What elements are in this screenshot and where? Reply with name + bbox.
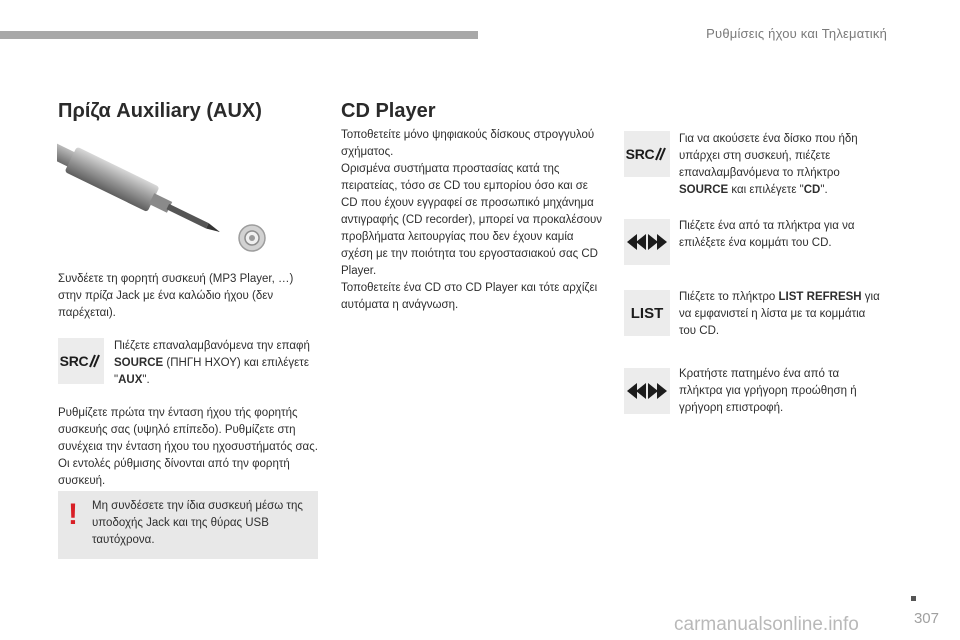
cd-intro: Τοποθετείτε μόνο ψηφιακούς δίσκους στρογγυλού σχήματος. Ορισμένα συστήματα προστασίας κατά της πειρατείας, τόσο σε CD του εμπορίου όσο και σε CD που έχουν εγγραφεί σε προσωπικό μηχάνημα αντιγραφής (CD recorder), μπορεί να προκαλέσουν προβλήματα λειτουργίας που δεν έχουν καμία σχέση με την ποιότητα του εργοστασιακού σας CD Player. Τοποθετείτε ένα CD στο CD Player και τότε αρχίζει αυτόματα η ανάγνωση. [341, 129, 603, 311]
section-title: Ρυθμίσεις ήχου και Τηλεματική [706, 26, 887, 41]
cd-title: CD Player [341, 100, 436, 122]
src-button-icon: SRC [58, 338, 104, 384]
warning-box [58, 491, 318, 559]
cd-step-source: Για να ακούσετε ένα δίσκο που ήδη υπάρχει στη συσκευή, πιέζετε επαναλαμβανόμενα το πλήκτρο SOURCE και επιλέγετε "CD". [679, 133, 858, 196]
source-switch-icon [654, 147, 668, 161]
watermark: carmanualsonline.info [674, 614, 859, 635]
page-marker [911, 596, 916, 601]
jack-plug-illustration [57, 128, 272, 253]
skip-arrows-icon [624, 219, 670, 265]
aux-volume-text: Ρυθμίζετε πρώτα την ένταση ήχου τής φορητής συσκευής σας (υψηλό επίπεδο). Ρυθμίζετε στη συνέχεια την ένταση ήχου του ηχοσυστήματός σας. Οι εντολές ρύθμισης δίνονται από την φορητή συσκευή. [58, 407, 318, 487]
aux-source-instruction: Πιέζετε επαναλαμβανόμενα την επαφή SOURCE (ΠΗΓΗ ΗΧΟΥ) και επιλέγετε "AUX". [114, 340, 310, 386]
page-number: 307 [913, 610, 939, 627]
list-button-icon: LIST [624, 290, 670, 336]
src-button-icon: SRC [624, 131, 670, 177]
cd-step-fast: Κρατήστε πατημένο ένα από τα πλήκτρα για γρήγορη προώθηση ή γρήγορη επιστροφή. [679, 368, 857, 414]
warning-icon: ! [68, 498, 78, 531]
header-bar [0, 31, 478, 39]
cd-step-track: Πιέζετε ένα από τα πλήκτρα για να επιλέξετε ένα κομμάτι του CD. [679, 220, 855, 249]
source-switch-icon [88, 354, 102, 368]
aux-title: Πρίζα Auxiliary (AUX) [58, 100, 262, 122]
cd-step-list: Πιέζετε το πλήκτρο LIST REFRESH για να εμφανιστεί η λίστα με τα κομμάτια του CD. [679, 291, 880, 337]
skip-arrows-icon [624, 368, 670, 414]
warning-text: Μη συνδέσετε την ίδια συσκευή μέσω της υποδοχής Jack και της θύρας USB ταυτόχρονα. [92, 500, 303, 546]
aux-intro: Συνδέετε τη φορητή συσκευή (MP3 Player, …) στην πρίζα Jack με ένα καλώδιο ήχου (δεν παρέχεται). [58, 273, 294, 319]
